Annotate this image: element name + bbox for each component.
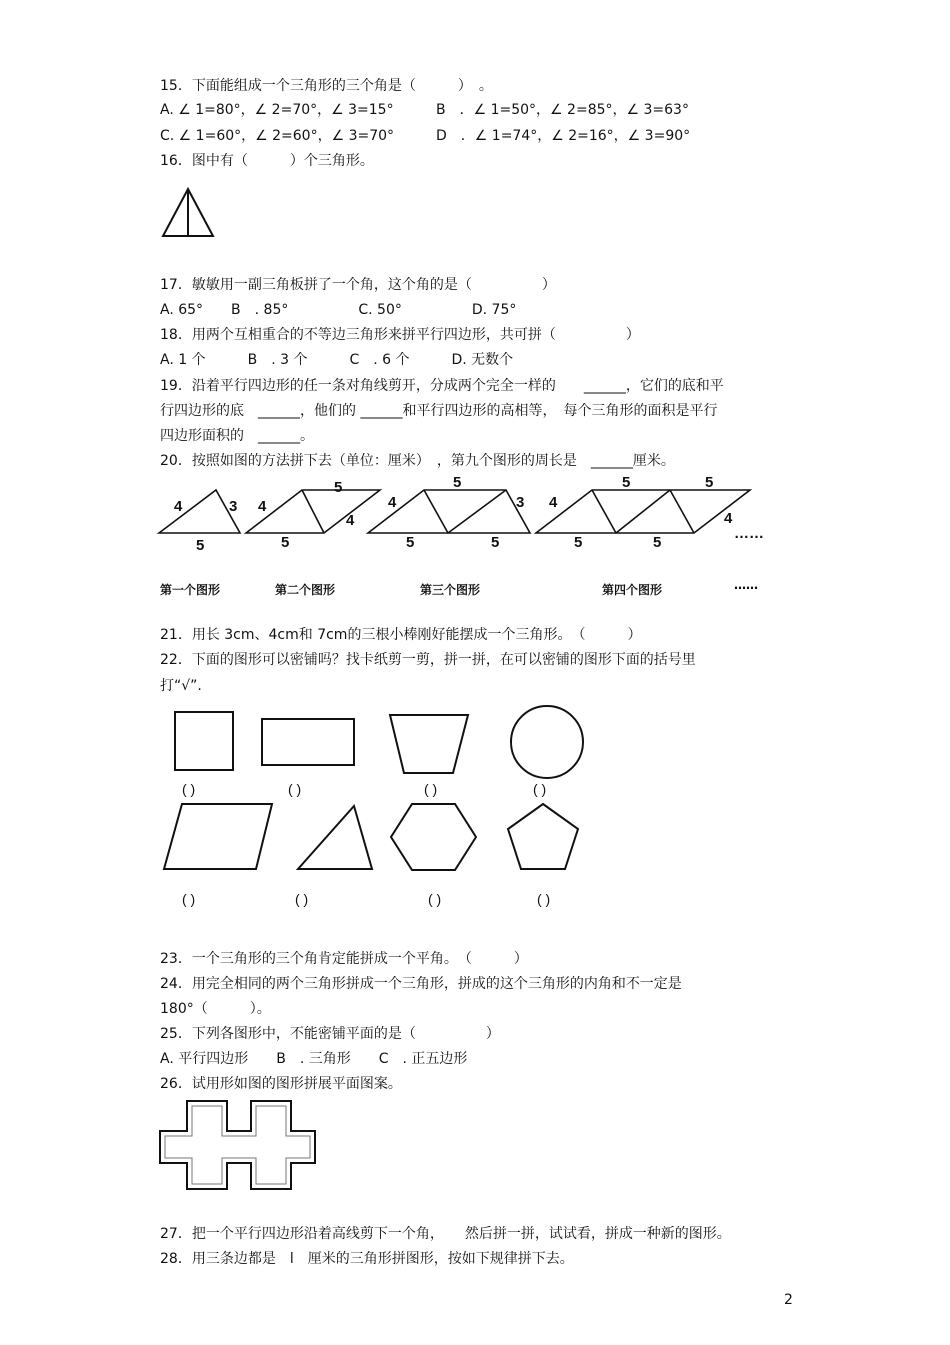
paren-pentagon: ( ) bbox=[537, 891, 551, 907]
fig1-label: 第一个图形 bbox=[160, 583, 221, 597]
square-shape bbox=[175, 712, 233, 770]
fig4-bottom-5b: 5 bbox=[653, 534, 662, 551]
fig3-side-4: 4 bbox=[388, 494, 397, 511]
q24-line-1: 24．用完全相同的两个三角形拼成一个三角形，拼成的这个三角形的内角和不一定是 bbox=[160, 976, 682, 992]
q19-line-2: 行四边形的底 ______，他们的 ______和平行四边形的高相等， 每个三角形的面积是平行 bbox=[160, 403, 718, 419]
q18-options: A. 1 个 B . 3 个 C . 6 个 D. 无数个 bbox=[160, 352, 514, 368]
page-number: 2 bbox=[784, 1292, 793, 1308]
fig3-bottom-5a: 5 bbox=[406, 534, 415, 551]
fig4-side-4b: 4 bbox=[724, 510, 733, 527]
fig2-top-5: 5 bbox=[334, 479, 343, 496]
fig1-side-5: 5 bbox=[196, 537, 205, 554]
fig4-top-5b: 5 bbox=[705, 474, 714, 491]
circle-shape bbox=[511, 706, 583, 778]
q22-tiling-shapes bbox=[158, 703, 598, 925]
labels-continue-dots: …… bbox=[734, 578, 758, 592]
paren-rectangle: ( ) bbox=[288, 781, 302, 797]
q21-stem: 21．用长 3cm、4cm和 7cm的三根小棒刚好能摆成一个三角形。 （ ） bbox=[160, 627, 642, 643]
q20-stem: 20．按照如图的方法拼下去（单位：厘米） ，第九个图形的周长是 ______厘米。 bbox=[160, 453, 675, 469]
fig4-top-5a: 5 bbox=[622, 474, 631, 491]
q26-cross-shape-figure bbox=[157, 1097, 319, 1193]
fig3-top-5: 5 bbox=[453, 474, 462, 491]
paren-trapezoid: ( ) bbox=[424, 781, 438, 797]
fig3-label: 第三个图形 bbox=[420, 583, 481, 597]
q16-triangle-figure bbox=[160, 186, 216, 240]
q15-option-d: D ．∠ 1=74°，∠ 2=16°，∠ 3=90° bbox=[436, 128, 691, 144]
fig4-bottom-5a: 5 bbox=[574, 534, 583, 551]
fig2-label: 第二个图形 bbox=[275, 583, 336, 597]
fig2-side-4b: 4 bbox=[346, 512, 355, 529]
q22-line-1: 22．下面的图形可以密铺吗？找卡纸剪一剪，拼一拼，在可以密铺的图形下面的括号里 bbox=[160, 652, 696, 668]
fig1-side-4: 4 bbox=[174, 498, 183, 515]
q17-options: A. 65° B . 85° C. 50° D. 75° bbox=[160, 302, 517, 318]
q15-option-b: B ．∠ 1=50°，∠ 2=85°，∠ 3=63° bbox=[436, 102, 689, 118]
fig4-side-4: 4 bbox=[549, 494, 558, 511]
pentagon-shape bbox=[508, 804, 578, 869]
fig2-bottom-5: 5 bbox=[281, 534, 290, 551]
paren-square: ( ) bbox=[182, 781, 196, 797]
q23-stem: 23．一个三角形的三个角肯定能拼成一个平角。 （ ） bbox=[160, 951, 528, 967]
paren-triangle: ( ) bbox=[295, 891, 309, 907]
rectangle-shape bbox=[262, 719, 354, 765]
q15-stem: 15．下面能组成一个三角形的三个角是（ ） 。 bbox=[160, 78, 493, 94]
parallelogram-shape bbox=[164, 804, 272, 869]
q15-option-a: A. ∠ 1=80°，∠ 2=70°，∠ 3=15° bbox=[160, 102, 394, 118]
q17-stem: 17．敏敏用一副三角板拼了一个角，这个角的是（ ） bbox=[160, 277, 556, 293]
q16-stem: 16．图中有（ ）个三角形。 bbox=[160, 153, 374, 169]
fig3-side-3: 3 bbox=[516, 494, 525, 511]
triangle-shape bbox=[298, 806, 372, 869]
q28-stem: 28．用三条边都是 l 厘米的三角形拼图形，按如下规律拼下去。 bbox=[160, 1251, 574, 1267]
fig4-label: 第四个图形 bbox=[602, 583, 663, 597]
q26-stem: 26．试用形如图的图形拼展平面图案。 bbox=[160, 1076, 402, 1092]
trapezoid-shape bbox=[390, 715, 468, 773]
q15-option-c: C. ∠ 1=60°，∠ 2=60°，∠ 3=70° bbox=[160, 128, 395, 144]
paren-hexagon: ( ) bbox=[428, 891, 442, 907]
q25-options: A. 平行四边形 B . 三角形 C . 正五边形 bbox=[160, 1051, 468, 1067]
fig1-side-3: 3 bbox=[229, 498, 238, 515]
q20-pattern-figure bbox=[156, 472, 786, 554]
q18-stem: 18．用两个互相重合的不等边三角形来拼平行四边形，共可拼（ ） bbox=[160, 327, 640, 343]
q27-stem: 27．把一个平行四边形沿着高线剪下一个角， 然后拼一拼，试试看，拼成一种新的图形。 bbox=[160, 1226, 731, 1242]
paren-circle: ( ) bbox=[533, 781, 547, 797]
paren-parallelogram: ( ) bbox=[182, 891, 196, 907]
q19-line-3: 四边形面积的 ______。 bbox=[160, 428, 314, 444]
q25-stem: 25．下列各图形中，不能密铺平面的是（ ） bbox=[160, 1026, 500, 1042]
fig3-bottom-5b: 5 bbox=[491, 534, 500, 551]
hexagon-shape bbox=[391, 804, 476, 870]
pattern-continue-dots: …… bbox=[734, 525, 764, 542]
fig2-side-4: 4 bbox=[258, 498, 267, 515]
q19-line-1: 19．沿着平行四边形的任一条对角线剪开，分成两个完全一样的 ______，它们的底和平 bbox=[160, 378, 724, 394]
q24-line-2: 180°（ ）。 bbox=[160, 1001, 271, 1017]
q22-line-2: 打“√”. bbox=[160, 678, 202, 694]
